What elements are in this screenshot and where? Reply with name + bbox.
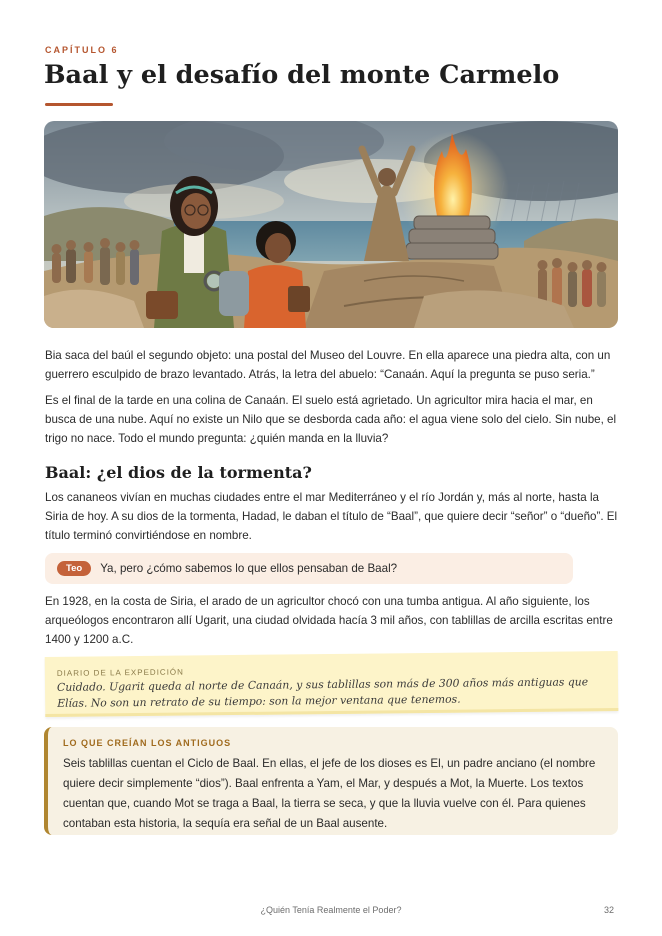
page-title: Baal y el desafío del monte Carmelo: [44, 60, 560, 90]
paragraph-setting: Es el final de la tarde en una colina de Canaán. El suelo está agrietado. Un agricultor mira hacia el mar, en busca de una nube. Aquí no existe un Nilo que se desborda cada año: el agua viene solo del cielo. Sin nube, el trigo no nace. Todo el mundo pregunta: ¿quién manda en la lluvia?: [45, 394, 617, 445]
footer-book-title: ¿Quién Tenía Realmente el Poder?: [260, 905, 402, 915]
page-number: 32: [604, 905, 615, 915]
box-text: Seis tablillas cuentan el Ciclo de Baal. En ellas, el jefe de los dioses es El, un padre anciano (el nombre quiere decir simplemente “dios”). Baal enfrenta a Yam, el Mar, y después a Mot, la Muerte. Los textos cuentan que, cuando Mot se traga a Baal, la tierra se seca, y que la lluvia vuelve con él. Para quienes contaban esta historia, la sequía era señal de un Baal ausente.: [63, 757, 596, 830]
expedition-diary-note: [45, 651, 619, 717]
box-label: LO QUE CREÍAN LOS ANTIGUOS: [63, 738, 232, 748]
speech-text: Ya, pero ¿cómo sabemos lo que ellos pensaban de Baal?: [100, 562, 398, 575]
title-underline: [45, 103, 113, 106]
chapter-label: CAPÍTULO 6: [45, 45, 119, 55]
paragraph-ugarit: En 1928, en la costa de Siria, el arado de un agricultor chocó con una tumba antigua. Al año siguiente, los arqueólogos encontraron allí Ugarit, una ciudad olvidada hacía 3 mil años, con tablillas de arcilla escritas entre 1400 y 1200 a.C.: [45, 595, 613, 646]
speech-bubble: [45, 553, 573, 584]
diary-text: Cuidado. Ugarit queda al norte de Canaán, y sus tablillas son más de 300 años más antiguas que Elías. No son un retrato de su tiempo: son la mejor ventana que tenemos.: [56, 675, 589, 710]
diary-label: DIARIO DE LA EXPEDICIÓN: [56, 667, 184, 678]
paragraph-canaanites: Los cananeos vivían en muchas ciudades entre el mar Mediterráneo y el río Jordán y, más al norte, hasta la Siria de hoy. A su dios de la tormenta, Hadad, le daban el título de “Baal”, que quiere decir “señor” o “dueño”. El título terminó convirtiéndose en nombre.: [45, 491, 618, 542]
chapter-illustration: [44, 121, 618, 328]
paragraph-intro: Bia saca del baúl el segundo objeto: una postal del Museo del Louvre. En ella aparece una piedra alta, con un guerrero esculpido de brazo levantado. Atrás, la letra del abuelo: “Canaán. Aquí la pregunta se puso seria.”: [45, 349, 611, 381]
ancient-beliefs-box: [44, 727, 618, 835]
speaker-badge: Teo: [57, 561, 91, 576]
section-heading: Baal: ¿el dios de la tormenta?: [45, 463, 312, 482]
